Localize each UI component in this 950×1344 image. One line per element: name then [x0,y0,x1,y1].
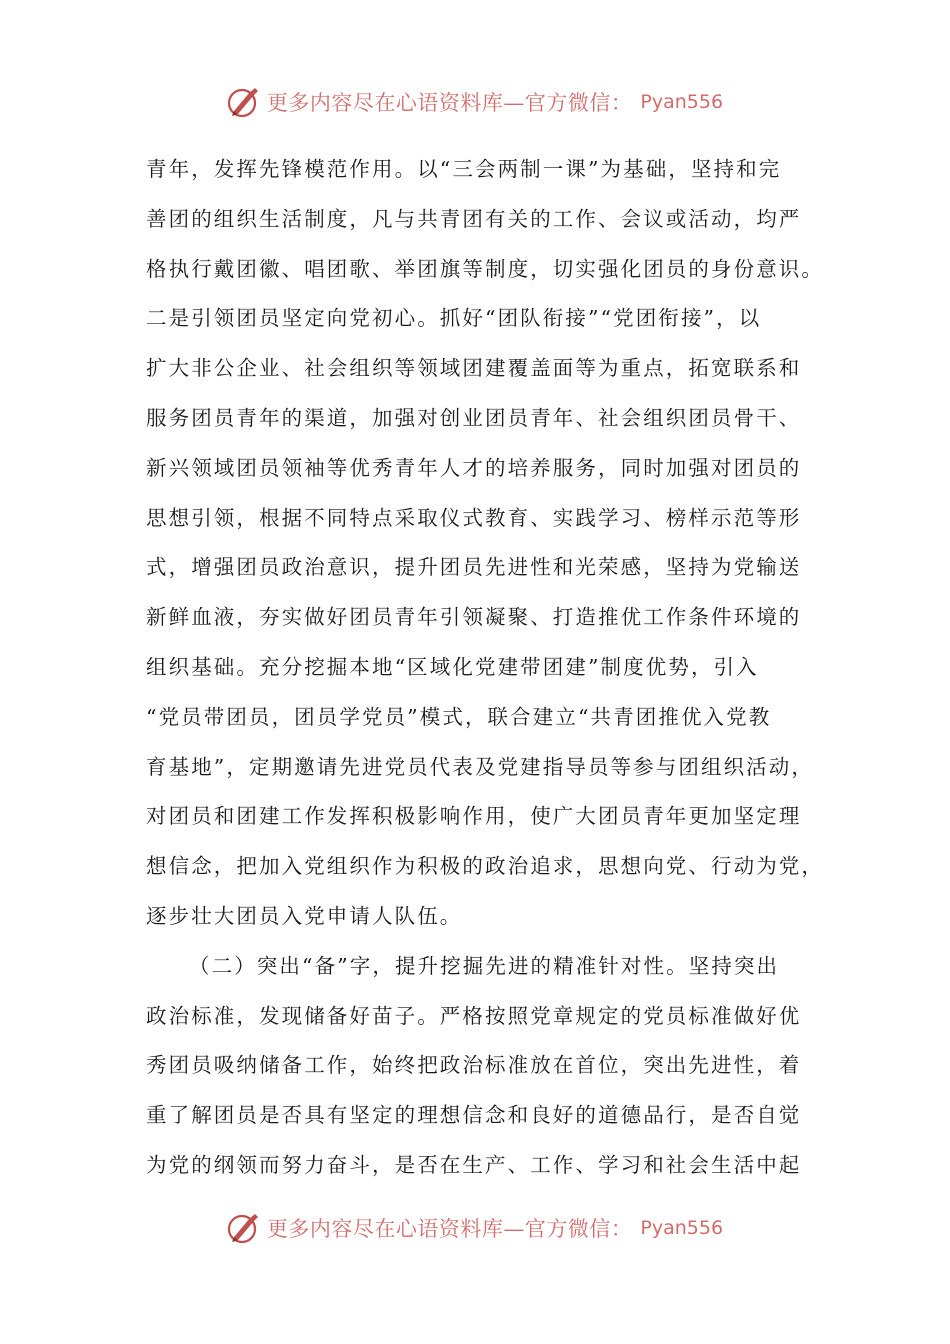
watermark-text: 更多内容尽在心语资料库—官方微信： [266,91,633,115]
body-line: “党员带团员，团员学党员”模式，联合建立“共青团推优入党教 [146,704,772,729]
watermark-banner-inner [225,1210,723,1246]
body-line: 青年，发挥先锋模范作用。以“三会两制一课”为基础，坚持和完 [146,157,782,181]
body-line: 格执行戴团徽、唱团歌、举团旗等制度，切实强化团员的身份意识。 [146,256,824,281]
body-line: 重了解团员是否具有坚定的理想信念和良好的道德品行，是否自觉 [146,1103,802,1128]
body-line: 秀团员吸纳储备工作，始终把政治标准放在首位，突出先进性，着 [146,1053,802,1078]
watermark-banner-inner [225,84,723,120]
body-line: 政治标准，发现储备好苗子。严格按照党章规定的党员标准做好优 [146,1003,802,1028]
body-line: 育基地”，定期邀请先进党员代表及党建指导员等参与团组织活动， [146,754,814,779]
body-line: 思想引领，根据不同特点采取仪式教育、实践学习、榜样示范等形 [146,505,802,530]
watermark-text: 更多内容尽在心语资料库—官方微信： [266,1217,633,1241]
body-line: 对团员和团建工作发挥积极影响作用，使广大团员青年更加坚定理 [146,804,802,829]
section-heading-line: （二）突出“备”字，提升挖掘先进的精准针对性。坚持突出 [189,953,780,978]
body-line: 服务团员青年的渠道，加强对创业团员青年、社会组织团员骨干、 [146,405,802,430]
body-line: 组织基础。充分挖掘本地“区域化党建带团建”制度优势，引入 [146,654,759,679]
body-line: 扩大非公企业、社会组织等领域团建覆盖面等为重点，拓宽联系和 [146,356,802,381]
body-line: 善团的组织生活制度，凡与共青团有关的工作、会议或活动，均严 [146,206,802,231]
body-line: 二是引领团员坚定向党初心。抓好“团队衔接”“党团衔接”，以 [146,306,762,331]
watermark-handle: Pyan556 [640,1217,724,1239]
body-line: 逐步壮大团员入党申请人队伍。 [146,903,463,928]
document-body [146,145,824,1191]
pen-circle-logo-icon [225,84,261,120]
watermark-banner-bottom [0,1208,950,1248]
body-line: 新鲜血液，夯实做好团员青年引领凝聚、打造推优工作条件环境的 [146,605,802,630]
body-line: 为党的纲领而努力奋斗，是否在生产、工作、学习和社会生活中起 [146,1152,802,1177]
body-line: 式，增强团员政治意识，提升团员先进性和光荣感，坚持为党输送 [146,555,802,580]
body-line: 想信念，把加入党组织作为积极的政治追求，思想向党、行动为党， [146,854,824,879]
watermark-handle: Pyan556 [640,91,724,113]
watermark-banner-top [0,82,950,122]
pen-circle-logo-icon [225,1210,261,1246]
body-line: 新兴领域团员领袖等优秀青年人才的培养服务，同时加强对团员的 [146,455,802,480]
